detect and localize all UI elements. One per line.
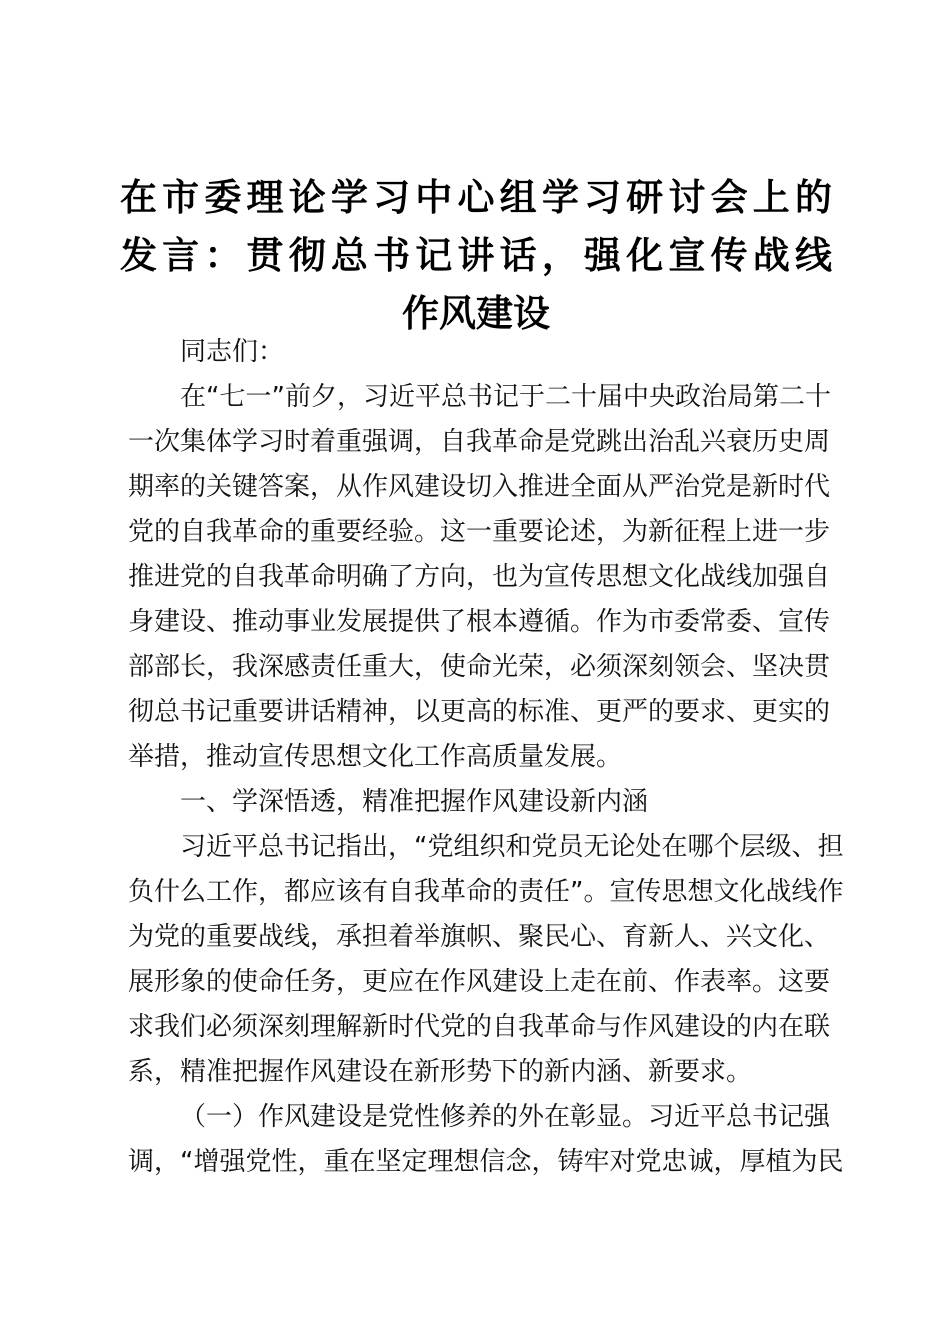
title-line-1: 在市委理论学习中心组学习研讨会上的 <box>120 175 832 219</box>
paragraph-line: 求我们必须深刻理解新时代党的自我革命与作风建设的内在联 <box>128 1012 831 1042</box>
salutation: 同志们： <box>180 337 285 367</box>
paragraph-line: 党的自我革命的重要经验。这一重要论述，为新征程上进一步 <box>128 517 831 547</box>
paragraph-line: 负什么工作，都应该有自我革命的责任”。宣传思想文化战线作 <box>128 877 844 907</box>
paragraph-line: 推进党的自我革命明确了方向，也为宣传思想文化战线加强自 <box>128 562 831 592</box>
paragraph-line: 彻总书记重要讲话精神，以更高的标准、更严的要求、更实的 <box>128 697 831 727</box>
document-title <box>120 168 832 342</box>
title-line-3: 作风建设 <box>402 291 550 335</box>
paragraph-line: 一次集体学习时着重强调，自我革命是党跳出治乱兴衰历史周 <box>128 427 831 457</box>
paragraph-line: 习近平总书记指出，“党组织和党员无论处在哪个层级、担 <box>180 832 844 862</box>
paragraph-line: 系，精准把握作风建设在新形势下的新内涵、新要求。 <box>128 1057 753 1087</box>
paragraph-line: 部部长，我深感责任重大，使命光荣，必须深刻领会、坚决贯 <box>128 652 831 682</box>
paragraph-line: 期率的关键答案，从作风建设切入推进全面从严治党是新时代 <box>128 472 831 502</box>
paragraph-line: 身建设、推动事业发展提供了根本遵循。作为市委常委、宣传 <box>128 607 831 637</box>
paragraph-line: 举措，推动宣传思想文化工作高质量发展。 <box>128 742 623 772</box>
section-heading: 一、学深悟透，精准把握作风建设新内涵 <box>180 787 649 817</box>
document-body <box>128 330 844 1185</box>
paragraph-line: 为党的重要战线，承担着举旗帜、聚民心、育新人、兴文化、 <box>128 922 831 952</box>
title-line-2: 发言：贯彻总书记讲话，强化宣传战线 <box>120 233 832 277</box>
paragraph-line: （一）作风建设是党性修养的外在彰显。习近平总书记强 <box>180 1102 831 1132</box>
paragraph-line: 调，“增强党性，重在坚定理想信念，铸牢对党忠诚，厚植为民 <box>128 1147 844 1177</box>
paragraph-line: 在“七一”前夕，习近平总书记于二十届中央政治局第二十 <box>180 382 831 412</box>
paragraph-line: 展形象的使命任务，更应在作风建设上走在前、作表率。这要 <box>128 967 831 997</box>
